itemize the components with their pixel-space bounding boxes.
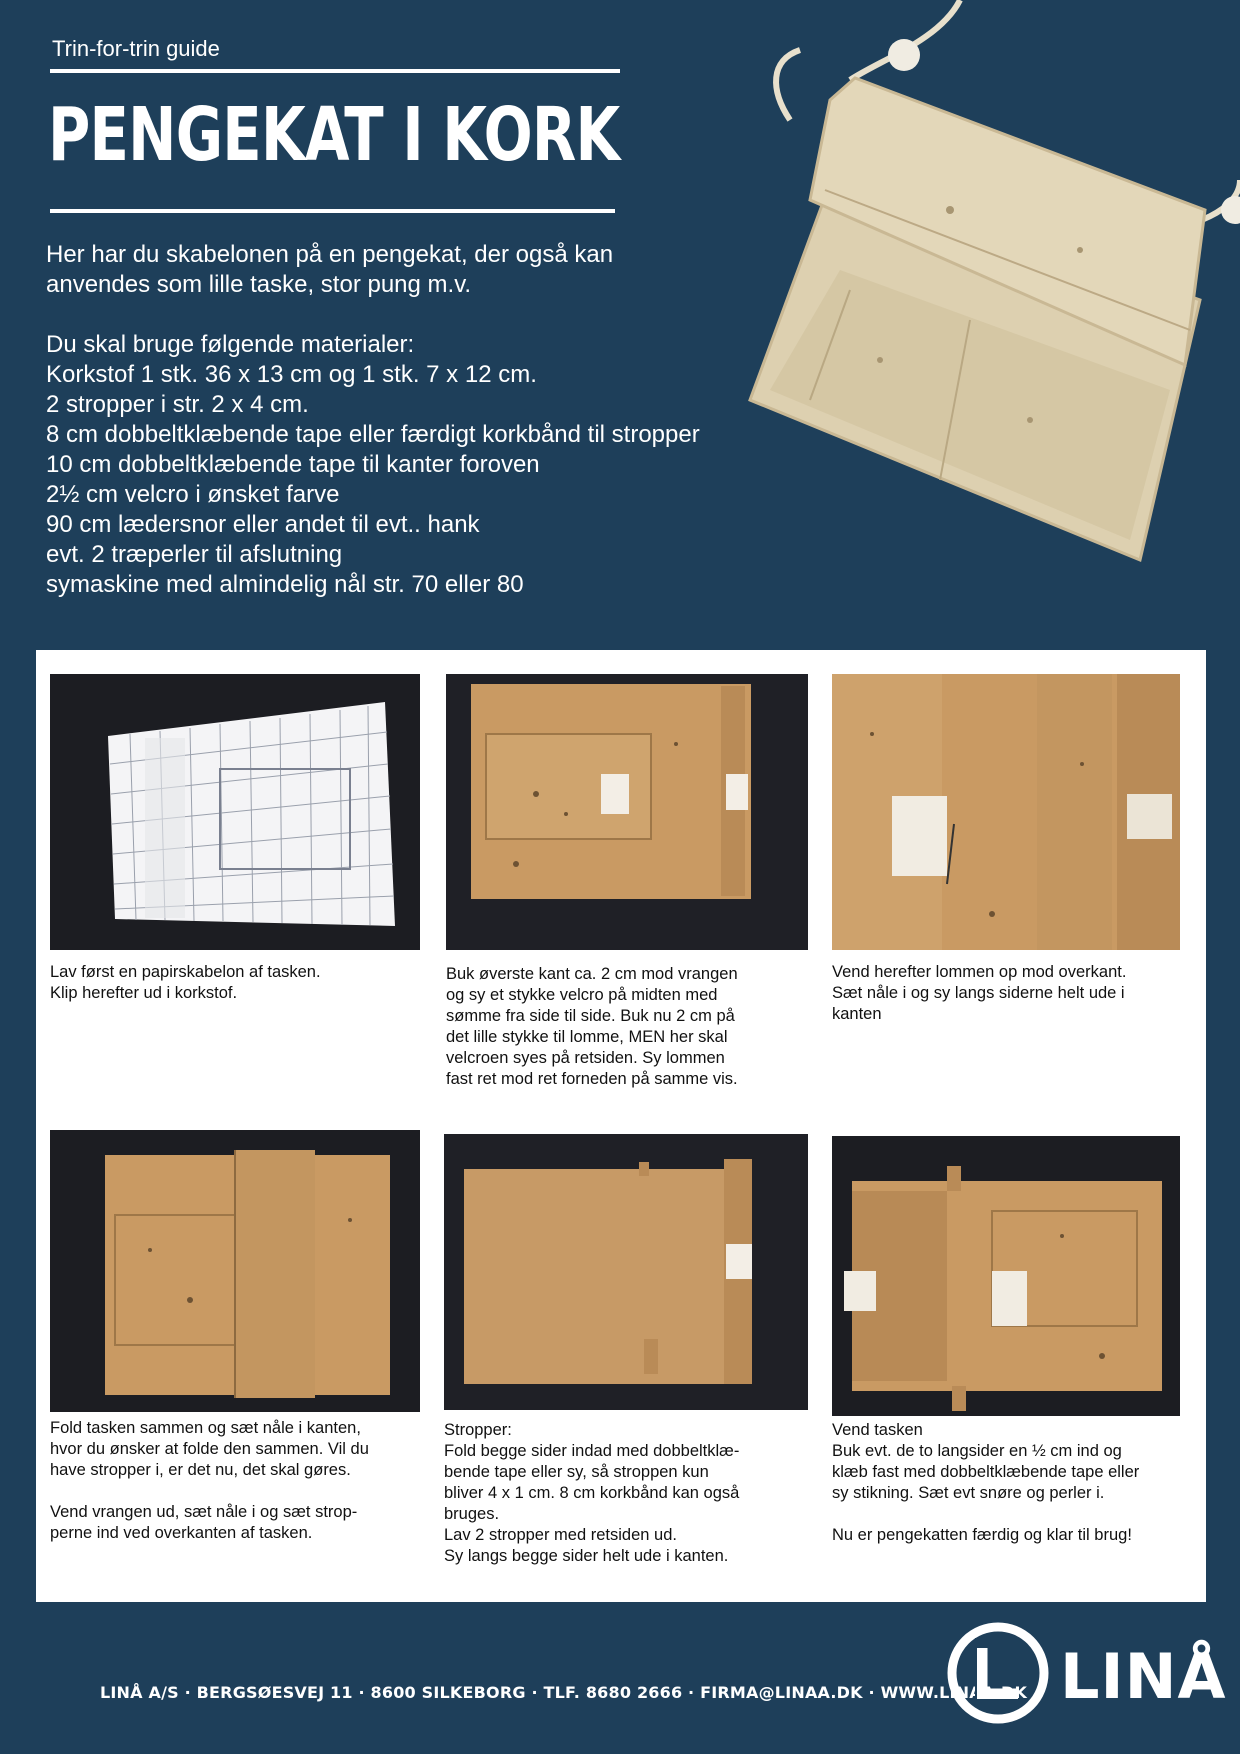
caption-line: Buk øverste kant ca. 2 cm mod vrangen: [446, 965, 738, 983]
material-item: 2½ cm velcro i ønsket farve: [46, 481, 340, 508]
step-2-caption: [446, 964, 738, 1090]
caption-line: have stropper i, er det nu, det skal gøres.: [50, 1461, 351, 1479]
material-item: Korkstof 1 stk. 36 x 13 cm og 1 stk. 7 x 12 cm.: [46, 361, 537, 388]
caption-line: Buk evt. de to langsider en ½ cm ind og: [832, 1442, 1122, 1460]
caption-line: bliver 4 x 1 cm. 8 cm korkbånd kan også: [444, 1484, 740, 1502]
caption-line: [832, 1504, 1139, 1525]
material-item: 2 stropper i str. 2 x 4 cm.: [46, 391, 309, 418]
caption-line: sy stikning. Sæt evt snøre og perler i.: [832, 1484, 1105, 1502]
intro-line: Her har du skabelonen på en pengekat, der også kan: [46, 241, 614, 268]
caption-line: [50, 1481, 369, 1502]
caption-line: hvor du ønsker at folde den sammen. Vil du: [50, 1440, 369, 1458]
step-4-caption: [50, 1418, 369, 1544]
caption-line: kanten: [832, 1005, 882, 1023]
caption-line: Klip herefter ud i korkstof.: [50, 984, 238, 1002]
caption-line: Vend tasken: [832, 1421, 923, 1439]
footer-address: LINÅ A/S · BERGSØESVEJ 11 · 8600 SILKEBORG · TLF. 8680 2666 · FIRMA@LINAA.DK · WWW.LINAA.DK: [100, 1683, 1028, 1702]
caption-line: Fold begge sider indad med dobbeltklæ-: [444, 1442, 740, 1460]
step-2-photo: [446, 674, 808, 950]
caption-line: Vend herefter lommen op mod overkant.: [832, 963, 1127, 981]
step-4-photo: [50, 1130, 420, 1412]
material-item: 8 cm dobbeltklæbende tape eller færdigt korkbånd til stropper: [46, 421, 700, 448]
caption-line: perne ind ved overkanten af tasken.: [50, 1524, 313, 1542]
caption-line: fast ret mod ret forneden på samme vis.: [446, 1070, 738, 1088]
caption-line: Stropper:: [444, 1421, 512, 1439]
caption-line: Vend vrangen ud, sæt nåle i og sæt strop-: [50, 1503, 358, 1521]
step-1-caption: [50, 962, 321, 1004]
caption-line: Sæt nåle i og sy langs siderne helt ude i: [832, 984, 1125, 1002]
material-item: evt. 2 træperler til afslutning: [46, 541, 343, 568]
page-title: PENGEKAT I KORK: [48, 92, 620, 178]
step-5-photo: [444, 1134, 808, 1410]
title-divider: [50, 209, 615, 213]
materials-heading: Du skal bruge følgende materialer:: [46, 331, 415, 358]
caption-line: velcroen syes på retsiden. Sy lommen: [446, 1049, 725, 1067]
intro-line: anvendes som lille taske, stor pung m.v.: [46, 271, 472, 298]
step-6-caption: [832, 1420, 1139, 1546]
material-item: symaskine med almindelig nål str. 70 eller 80: [46, 571, 524, 598]
step-1-photo: [50, 674, 420, 950]
intro-text: [46, 240, 726, 300]
step-5-caption: [444, 1420, 739, 1567]
material-item: 90 cm lædersnor eller andet til evt.. hank: [46, 511, 480, 538]
caption-line: Nu er pengekatten færdig og klar til brug!: [832, 1526, 1132, 1544]
hero-bag-photo: [730, 0, 1240, 580]
material-item: 10 cm dobbeltklæbende tape til kanter foroven: [46, 451, 540, 478]
caption-line: det lille stykke til lomme, MEN her skal: [446, 1028, 728, 1046]
caption-line: bende tape eller sy, så stroppen kun: [444, 1463, 709, 1481]
step-3-photo: [832, 674, 1180, 950]
caption-line: bruges.: [444, 1505, 500, 1523]
caption-line: Lav 2 stropper med retsiden ud.: [444, 1526, 677, 1544]
steps-panel: [36, 650, 1206, 1602]
top-divider: [50, 69, 620, 73]
brand-name: LINÅ: [1060, 1640, 1227, 1713]
step-3-caption: [832, 962, 1126, 1025]
caption-line: og sy et stykke velcro på midten med: [446, 986, 718, 1004]
caption-line: Lav først en papirskabelon af tasken.: [50, 963, 321, 981]
guide-label: Trin-for-trin guide: [52, 36, 220, 61]
caption-line: Fold tasken sammen og sæt nåle i kanten,: [50, 1419, 361, 1437]
caption-line: klæb fast med dobbeltklæbende tape eller: [832, 1463, 1140, 1481]
caption-line: Sy langs begge sider helt ude i kanten.: [444, 1547, 729, 1565]
step-6-photo: [832, 1136, 1180, 1416]
caption-line: sømme fra side til side. Buk nu 2 cm på: [446, 1007, 735, 1025]
materials-list: [46, 330, 746, 600]
